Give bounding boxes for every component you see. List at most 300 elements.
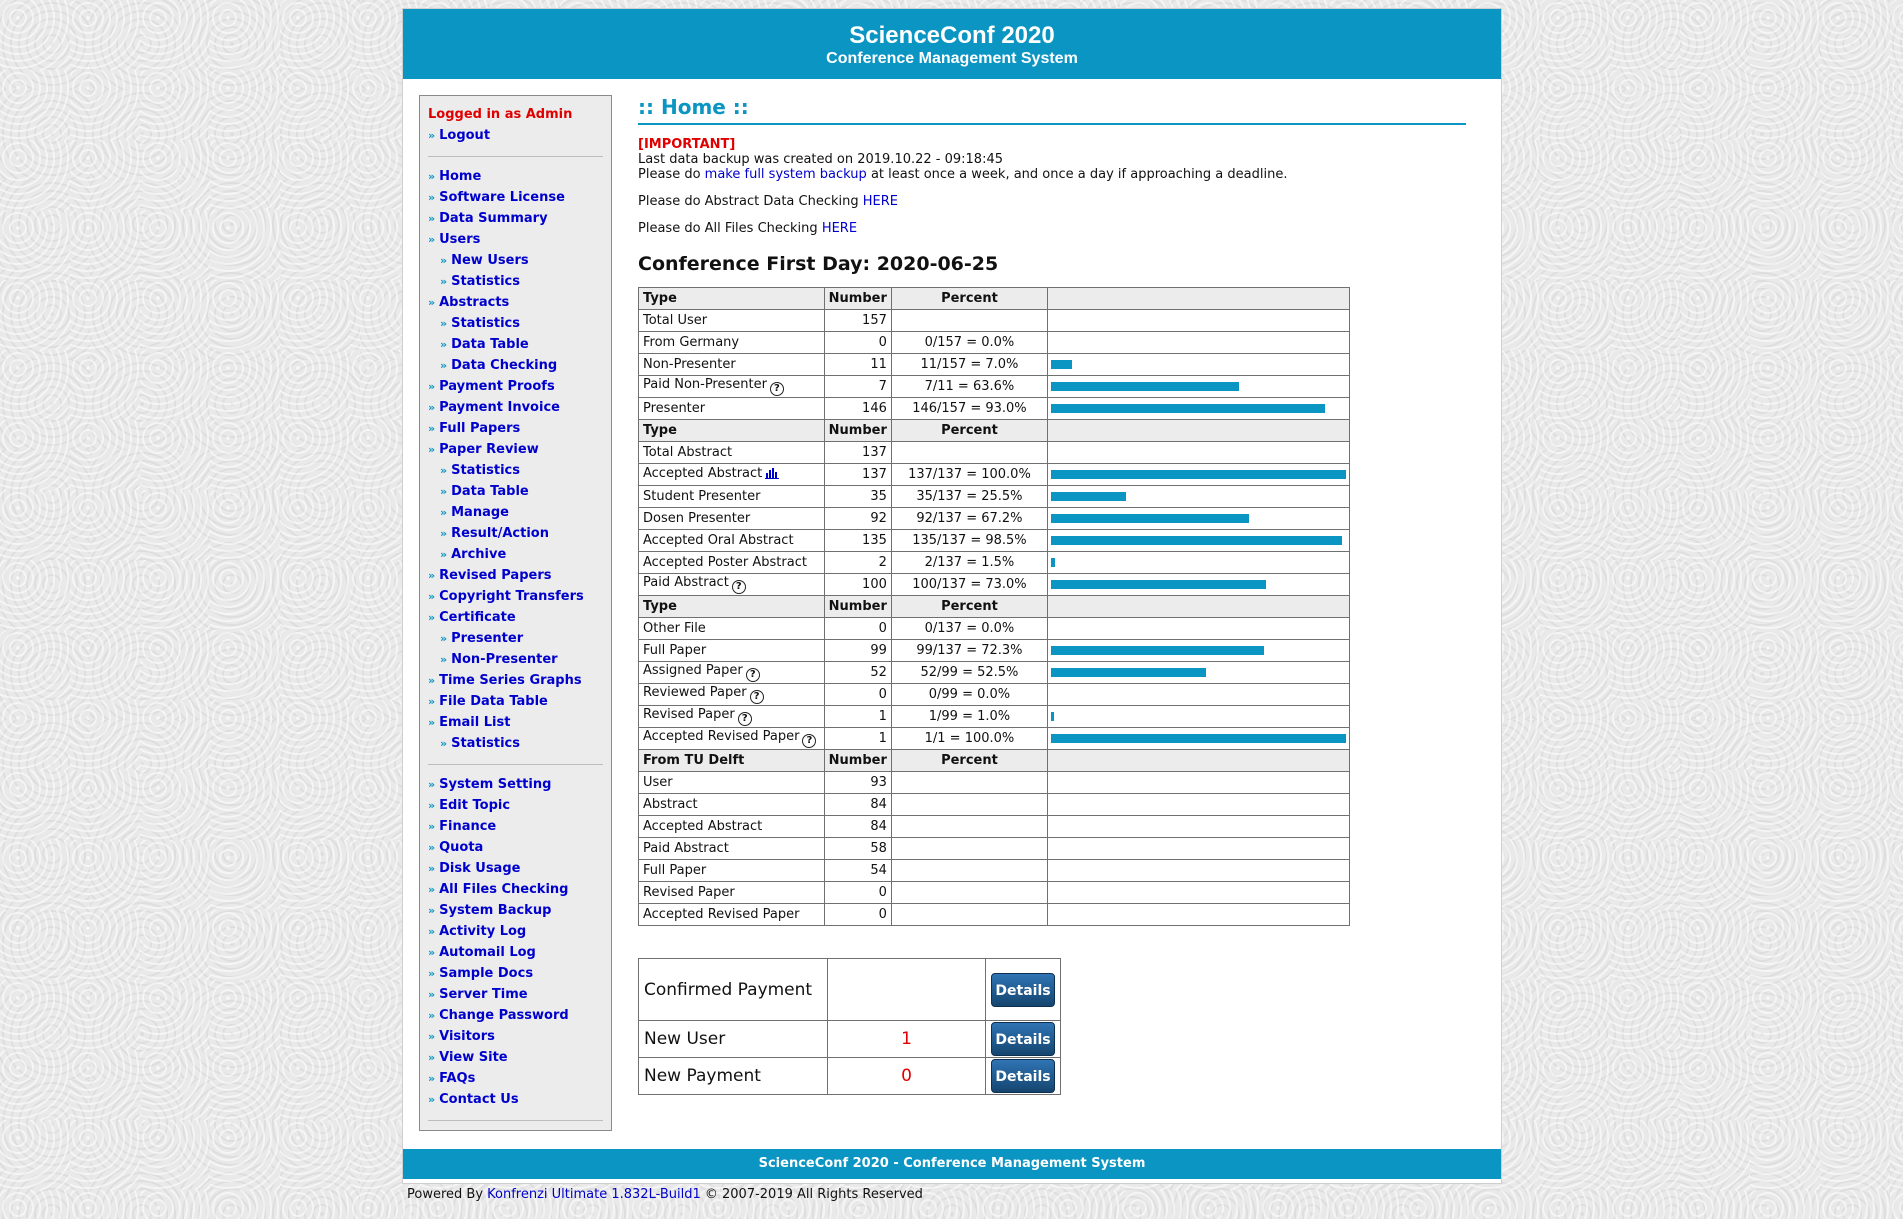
sidebar-item-data-summary[interactable] [428,208,611,229]
backup-notice [638,137,1468,182]
sidebar-item-label: Edit Topic [439,798,511,813]
bullet-icon: » [440,527,448,540]
sidebar-item-statistics[interactable] [428,313,611,334]
cell-bar [1048,420,1350,442]
table-header-row [639,750,1350,772]
table-row [639,904,1350,926]
cell-bar [1048,882,1350,904]
cell-bar [1048,640,1350,662]
help-icon[interactable]: ? [770,382,784,396]
sidebar-item-label: Home [439,169,482,184]
bullet-icon: » [428,191,436,204]
bullet-icon: » [428,590,436,603]
cell-bar [1048,508,1350,530]
sidebar-item-label: FAQs [439,1071,476,1086]
sidebar-item-label: Sample Docs [439,966,534,981]
bullet-icon: » [440,548,448,561]
cell-percent: 99/137 = 72.3% [891,640,1047,662]
sidebar-divider [428,764,603,765]
details-button[interactable]: Details [991,1022,1055,1056]
sidebar-item-label: Manage [451,505,509,520]
sidebar-item-label: New Users [451,253,529,268]
sidebar-item-statistics[interactable] [428,733,611,754]
important-label: [IMPORTANT] [638,137,736,152]
table-row [639,618,1350,640]
logout-link[interactable]: » Logout [428,128,491,143]
cell-number: 137 [824,464,891,486]
table-row [639,530,1350,552]
table-row [639,552,1350,574]
sidebar-item-file-data-table[interactable] [428,691,611,712]
cell-type: Accepted Oral Abstract [639,530,825,552]
cell-percent [891,772,1047,794]
cell-type: Paid Non-Presenter ? [639,376,825,398]
cell-bar [1048,662,1350,684]
bullet-icon: » [428,443,436,456]
sidebar-divider [428,1120,603,1121]
bullet-icon: » [428,1093,436,1106]
sidebar-item-paper-review[interactable] [428,439,611,460]
cell-type: Total Abstract [639,442,825,464]
sidebar-item-label: System Backup [439,903,552,918]
table-row [639,640,1350,662]
cell-bar [1048,794,1350,816]
cell-percent [891,860,1047,882]
page-title: :: Home :: [638,95,749,119]
table-row [639,684,1350,706]
table-header-row [639,288,1350,310]
sidebar-item-email-list[interactable] [428,712,611,733]
cell-percent [891,838,1047,860]
bullet-icon: » [428,380,436,393]
table-row [639,838,1350,860]
sidebar-item-sample-docs[interactable] [428,963,611,984]
table-row [639,816,1350,838]
table-row [639,486,1350,508]
bullet-icon: » [428,129,436,142]
cell-number: 0 [824,618,891,640]
cell-number: 135 [824,530,891,552]
bullet-icon: » [440,254,448,267]
bullet-icon: » [428,296,436,309]
sidebar-item-time-series-graphs[interactable] [428,670,611,691]
bullet-icon: » [428,611,436,624]
table-row [639,882,1350,904]
sidebar-item-visitors[interactable] [428,1026,611,1047]
abstract-check-notice: Please do Abstract Data Checking HERE [638,194,899,209]
help-icon[interactable]: ? [802,734,816,748]
cell-number: 52 [824,662,891,684]
cell-bar [1048,310,1350,332]
bullet-icon: » [428,925,436,938]
sidebar-item-finance[interactable] [428,816,611,837]
sidebar-item-server-time[interactable] [428,984,611,1005]
cell-percent: 2/137 = 1.5% [891,552,1047,574]
statistics-table [638,287,1350,926]
sidebar-item-label: All Files Checking [439,882,569,897]
sidebar-item-label: Abstracts [439,295,510,310]
percent-bar [1051,536,1342,545]
bullet-icon: » [428,695,436,708]
sidebar-item-label: View Site [439,1050,508,1065]
sidebar-item-label: Email List [439,715,511,730]
sidebar-item-label: Payment Proofs [439,379,555,394]
site-footer: ScienceConf 2020 - Conference Management System [403,1149,1501,1179]
cell-percent: 52/99 = 52.5% [891,662,1047,684]
percent-bar [1051,404,1325,413]
table-row [639,574,1350,596]
sidebar-divider [428,156,603,157]
cell-percent [891,442,1047,464]
sidebar-item-certificate[interactable] [428,607,611,628]
bullet-icon: » [428,1051,436,1064]
bullet-icon: » [428,1030,436,1043]
logged-in-label: Logged in as Admin [428,107,573,122]
sidebar-item-label: Statistics [451,463,520,478]
cell-bar [1048,684,1350,706]
table-row [639,442,1350,464]
table-row [639,376,1350,398]
bullet-icon: » [440,506,448,519]
cell-bar [1048,596,1350,618]
cell-percent [891,310,1047,332]
cell-percent [891,882,1047,904]
bullet-icon: » [428,233,436,246]
table-row [639,354,1350,376]
sidebar-item-label: Data Checking [451,358,558,373]
percent-bar [1051,360,1072,369]
site-subtitle: Conference Management System [826,50,1078,67]
cell-percent: 137/137 = 100.0% [891,464,1047,486]
cell-number: 92 [824,508,891,530]
cell-percent: 146/157 = 93.0% [891,398,1047,420]
table-row [639,662,1350,684]
sidebar-item-quota[interactable] [428,837,611,858]
cell-bar [1048,486,1350,508]
sidebar-item-edit-topic[interactable] [428,795,611,816]
cell-bar [1048,838,1350,860]
cell-bar [1048,464,1350,486]
sidebar-item-label: Visitors [439,1029,495,1044]
cell-type: Non-Presenter [639,354,825,376]
sidebar-item-label: Statistics [451,736,520,751]
payment-row-new-user [639,1021,1061,1058]
percent-bar [1051,668,1206,677]
bullet-icon: » [428,401,436,414]
bullet-icon: » [440,359,448,372]
cell-percent [891,904,1047,926]
bullet-icon: » [428,170,436,183]
cell-type: Other File [639,618,825,640]
bullet-icon: » [428,1072,436,1085]
sidebar-item-label: Non-Presenter [451,652,558,667]
sidebar-menu-system [428,774,611,1110]
percent-bar [1051,712,1054,721]
percent-bar [1051,646,1264,655]
cell-percent: 0/99 = 0.0% [891,684,1047,706]
bullet-icon: » [428,799,436,812]
cell-percent: 11/157 = 7.0% [891,354,1047,376]
percent-bar [1051,734,1346,743]
sidebar-item-automail-log[interactable] [428,942,611,963]
sidebar-item-contact-us[interactable] [428,1089,611,1110]
cell-percent: 135/137 = 98.5% [891,530,1047,552]
sidebar-item-label: Finance [439,819,497,834]
payment-count: 0 [828,1058,986,1095]
percent-bar [1051,580,1266,589]
bullet-icon: » [428,422,436,435]
payment-action-cell [986,1021,1061,1058]
make-backup-link[interactable]: make full system backup [704,167,867,182]
cell-bar [1048,530,1350,552]
bullet-icon: » [440,275,448,288]
column-header-type: From TU Delft [639,750,825,772]
bullet-icon: » [428,1009,436,1022]
cell-bar [1048,904,1350,926]
cell-percent: 35/137 = 25.5% [891,486,1047,508]
sidebar-item-payment-proofs[interactable] [428,376,611,397]
table-row [639,772,1350,794]
sidebar-item-presenter[interactable] [428,628,611,649]
sidebar-item-disk-usage[interactable] [428,858,611,879]
sidebar-item-home[interactable] [428,166,611,187]
payment-row-confirmed-payment [639,959,1061,1021]
table-header-row [639,596,1350,618]
payment-count [828,959,986,1021]
cell-bar [1048,442,1350,464]
sidebar-item-label: Revised Papers [439,568,552,583]
cell-bar [1048,750,1350,772]
cell-number: 157 [824,310,891,332]
sidebar-item-data-checking[interactable] [428,355,611,376]
sidebar-item-label: Payment Invoice [439,400,560,415]
sidebar-item-system-backup[interactable] [428,900,611,921]
sidebar-item-full-papers[interactable] [428,418,611,439]
sidebar-menu-main [428,166,611,754]
bullet-icon: » [428,716,436,729]
bullet-icon: » [428,862,436,875]
table-row [639,794,1350,816]
sidebar-item-label: Presenter [451,631,524,646]
sidebar-item-label: Statistics [451,274,520,289]
sidebar-item-new-users[interactable] [428,250,611,271]
cell-number: 54 [824,860,891,882]
help-icon[interactable]: ? [732,580,746,594]
sidebar-item-label: Data Summary [439,211,548,226]
abstract-check-link[interactable]: HERE [862,194,899,209]
sidebar-item-software-license[interactable] [428,187,611,208]
bullet-icon: » [428,967,436,980]
column-header-percent: Percent [891,596,1047,618]
cell-bar [1048,398,1350,420]
site-header [403,9,1501,79]
bullet-icon: » [428,988,436,1001]
payment-label: Confirmed Payment [639,959,828,1021]
bar-chart-icon[interactable] [765,467,779,483]
sidebar-item-label: Archive [451,547,507,562]
sidebar-item-users[interactable] [428,229,611,250]
cell-type: Accepted Poster Abstract [639,552,825,574]
payment-row-new-payment [639,1058,1061,1095]
sidebar-item-data-table[interactable] [428,334,611,355]
cell-type: Accepted Revised Paper [639,904,825,926]
sidebar-item-non-presenter[interactable] [428,649,611,670]
bullet-icon: » [440,737,448,750]
cell-type: Assigned Paper ? [639,662,825,684]
cell-bar [1048,332,1350,354]
bullet-icon: » [428,904,436,917]
sidebar-item-manage[interactable] [428,502,611,523]
cell-number: 11 [824,354,891,376]
page-container [402,8,1502,1184]
help-icon[interactable]: ? [738,712,752,726]
cell-bar [1048,706,1350,728]
sidebar-item-data-table[interactable] [428,481,611,502]
sidebar-item-label: Statistics [451,316,520,331]
table-row [639,508,1350,530]
column-header-number: Number [824,420,891,442]
sidebar-item-statistics[interactable] [428,460,611,481]
sidebar [419,95,612,1131]
cell-percent: 1/99 = 1.0% [891,706,1047,728]
cell-number: 100 [824,574,891,596]
sidebar-item-label: Full Papers [439,421,521,436]
cell-type: Accepted Revised Paper ? [639,728,825,750]
help-icon[interactable]: ? [746,668,760,682]
product-link[interactable]: Konfrenzi Ultimate 1.832L-Build1 [487,1187,701,1202]
cell-percent [891,816,1047,838]
cell-type: Dosen Presenter [639,508,825,530]
cell-type: Paid Abstract [639,838,825,860]
payment-label: New Payment [639,1058,828,1095]
payment-action-cell [986,1058,1061,1095]
cell-number: 1 [824,728,891,750]
cell-percent: 100/137 = 73.0% [891,574,1047,596]
sidebar-item-all-files-checking[interactable] [428,879,611,900]
title-divider [638,123,1466,125]
cell-number: 0 [824,684,891,706]
bullet-icon: » [428,883,436,896]
sidebar-item-label: Paper Review [439,442,539,457]
cell-bar [1048,728,1350,750]
help-icon[interactable]: ? [750,690,764,704]
sidebar-item-change-password[interactable] [428,1005,611,1026]
cell-type: Paid Abstract ? [639,574,825,596]
sidebar-item-revised-papers[interactable] [428,565,611,586]
backup-date-text: Last data backup was created on 2019.10.22 - 09:18:45 [638,152,1003,167]
cell-number: 2 [824,552,891,574]
bullet-icon: » [428,674,436,687]
cell-bar [1048,552,1350,574]
bullet-icon: » [428,778,436,791]
sidebar-item-archive[interactable] [428,544,611,565]
percent-bar [1051,470,1346,479]
sidebar-item-result-action[interactable] [428,523,611,544]
table-row [639,706,1350,728]
sidebar-item-view-site[interactable] [428,1047,611,1068]
cell-bar [1048,772,1350,794]
cell-percent: 0/157 = 0.0% [891,332,1047,354]
column-header-percent: Percent [891,420,1047,442]
sidebar-item-abstracts[interactable] [428,292,611,313]
cell-type: Total User [639,310,825,332]
payment-action-cell [986,959,1061,1021]
sidebar-item-system-setting[interactable] [428,774,611,795]
cell-type: Abstract [639,794,825,816]
bullet-icon: » [440,653,448,666]
percent-bar [1051,514,1249,523]
cell-number: 84 [824,816,891,838]
bullet-icon: » [440,464,448,477]
cell-bar [1048,354,1350,376]
cell-number: 0 [824,332,891,354]
sidebar-item-label: Automail Log [439,945,536,960]
cell-type: Presenter [639,398,825,420]
column-header-number: Number [824,750,891,772]
bullet-icon: » [428,946,436,959]
bullet-icon: » [440,317,448,330]
sidebar-item-label: Time Series Graphs [439,673,582,688]
column-header-type: Type [639,420,825,442]
column-header-percent: Percent [891,288,1047,310]
cell-number: 137 [824,442,891,464]
sidebar-item-label: Disk Usage [439,861,521,876]
bullet-icon: » [428,569,436,582]
sidebar-item-activity-log[interactable] [428,921,611,942]
site-title: ScienceConf 2020 [849,22,1055,49]
powered-by: Powered By Konfrenzi Ultimate 1.832L-Build1 © 2007-2019 All Rights Reserved [407,1187,923,1202]
sidebar-item-label: Server Time [439,987,528,1002]
bullet-icon: » [440,338,448,351]
cell-type: Full Paper [639,640,825,662]
sidebar-item-copyright-transfers[interactable] [428,586,611,607]
sidebar-item-label: Quota [439,840,484,855]
sidebar-item-label: Copyright Transfers [439,589,584,604]
cell-bar [1048,860,1350,882]
sidebar-item-payment-invoice[interactable] [428,397,611,418]
cell-number: 146 [824,398,891,420]
cell-number: 7 [824,376,891,398]
bullet-icon: » [428,841,436,854]
sidebar-item-label: Users [439,232,481,247]
bullet-icon: » [440,485,448,498]
cell-type: Accepted Abstract [639,816,825,838]
table-row [639,398,1350,420]
percent-bar [1051,492,1126,501]
sidebar-item-faqs[interactable] [428,1068,611,1089]
cell-number: 0 [824,904,891,926]
column-header-type: Type [639,288,825,310]
sidebar-item-label: Certificate [439,610,516,625]
cell-number: 58 [824,838,891,860]
details-button[interactable]: Details [991,1059,1055,1093]
cell-number: 1 [824,706,891,728]
cell-bar [1048,816,1350,838]
percent-bar [1051,382,1239,391]
files-check-link[interactable]: HERE [821,221,858,236]
column-header-type: Type [639,596,825,618]
cell-bar [1048,574,1350,596]
cell-percent: 0/137 = 0.0% [891,618,1047,640]
conference-first-day: Conference First Day: 2020-06-25 [638,253,999,275]
sidebar-item-label: Software License [439,190,565,205]
sidebar-item-label: File Data Table [439,694,548,709]
sidebar-item-statistics[interactable] [428,271,611,292]
payment-label: New User [639,1021,828,1058]
details-button[interactable]: Details [991,973,1055,1007]
sidebar-item-label: Activity Log [439,924,527,939]
main-content [638,85,1468,1095]
